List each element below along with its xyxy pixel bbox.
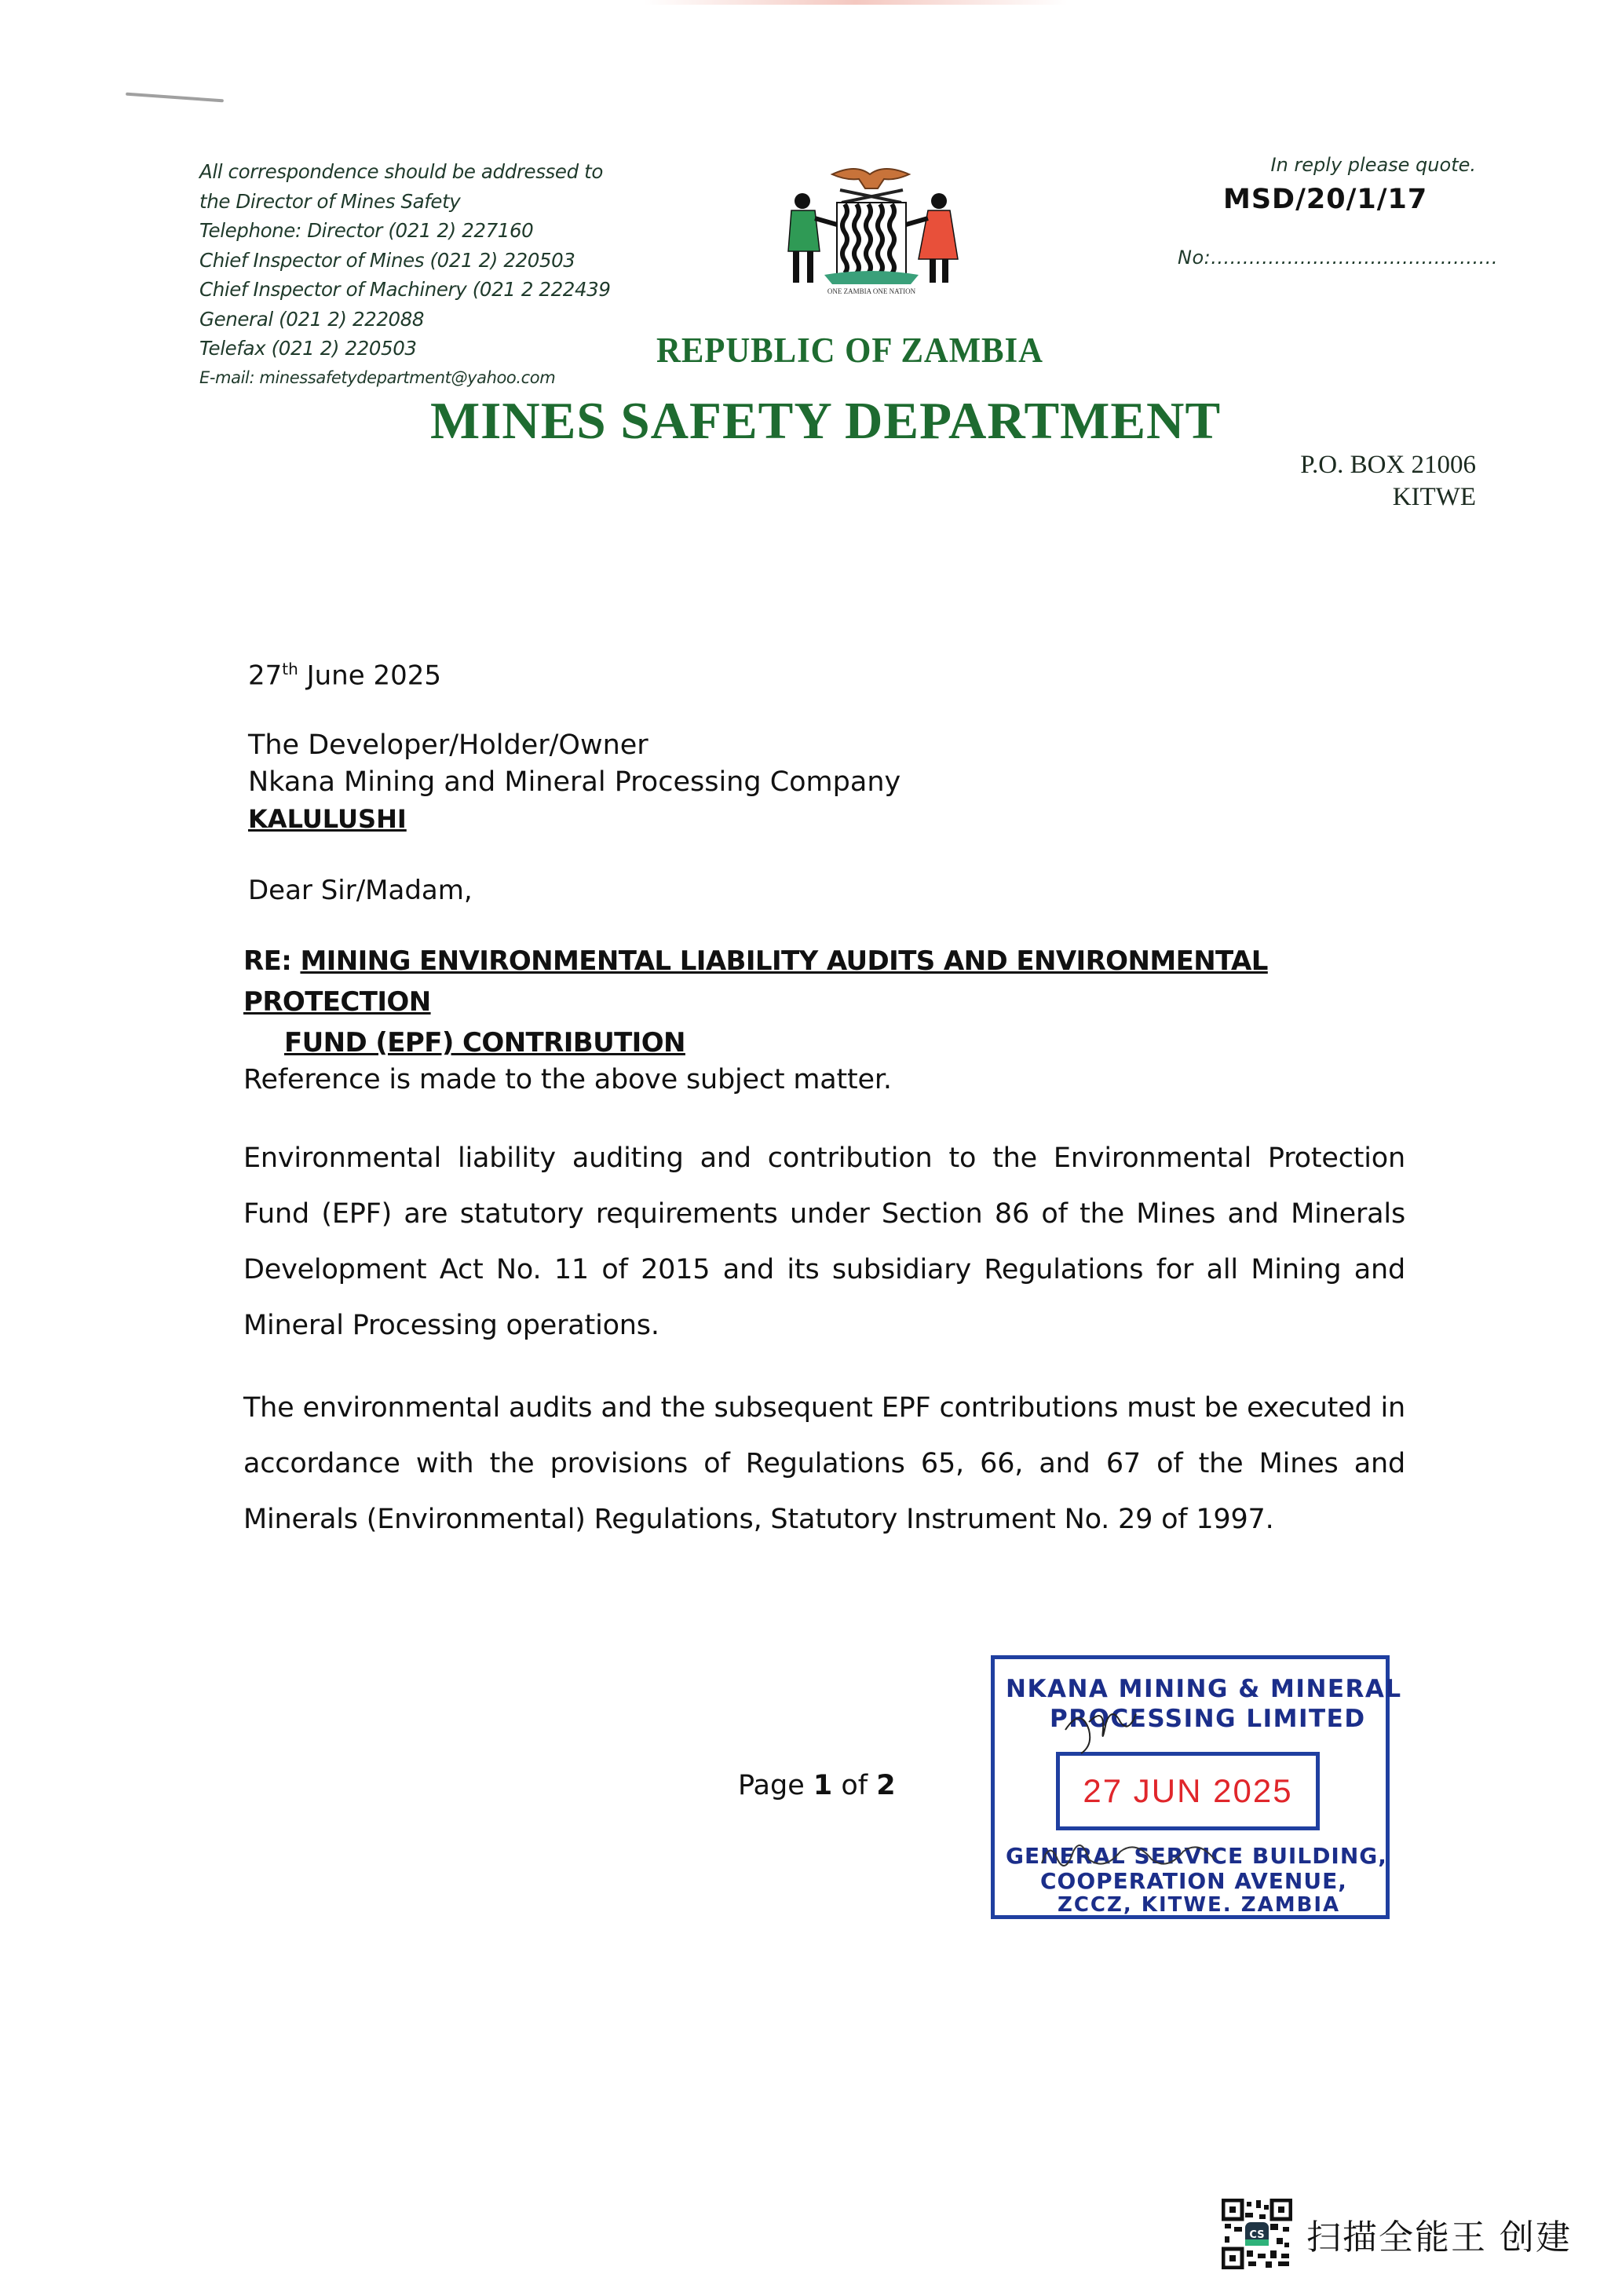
recipient-city: KALULUSHI [248, 804, 407, 834]
contact-line: the Director of Mines Safety [199, 189, 461, 213]
page-number [738, 1770, 896, 1801]
received-stamp [991, 1655, 1402, 1919]
scan-mark [126, 93, 224, 103]
paragraph: The environmental audits and the subsequent EPF contributions must be executed in accordance with the provisions of Regulations 65, 66, and 67 of the Mines and Minerals (Environmental) Regulations, Statutory Instrument No. 29 of 1997. [243, 1392, 1405, 1535]
subject-title-line1: MINING ENVIRONMENTAL LIABILITY AUDITS AND ENVIRONMENTAL PROTECTION [243, 945, 1268, 1018]
country-heading: REPUBLIC OF ZAMBIA [656, 331, 1043, 370]
stamp-company-line2: PROCESSING LIMITED [1050, 1705, 1366, 1733]
no-field: No:............................................. [1178, 247, 1499, 269]
contact-line: Telephone: Director (021 2) 227160 [199, 219, 534, 242]
subject-title-line2: FUND (EPF) CONTRIBUTION [284, 1027, 685, 1058]
recipient-line: The Developer/Holder/Owner [248, 729, 648, 761]
reference-number: MSD/20/1/17 [1223, 184, 1428, 215]
postal-address [1300, 449, 1476, 514]
paragraph: Environmental liability auditing and contribution to the Environmental Protection Fund (EPF) are statutory requirements under Section 86 of the Mines and Minerals Development Act No. 11 of 2015 and its subsidiary Regulations for all Mining and Mineral Processing operations. [243, 1143, 1405, 1341]
page-label: Page [738, 1770, 805, 1801]
reply-reference-block [1178, 154, 1499, 269]
stamp-date: 27 JUN 2025 [1083, 1772, 1293, 1809]
reply-label: In reply please quote. [1270, 154, 1476, 176]
correspondence-block [199, 157, 611, 393]
contact-email: E-mail: minessafetydepartment@yahoo.com [199, 367, 556, 387]
date-suffix: th [282, 660, 298, 678]
date-month-year: June 2025 [298, 660, 441, 692]
salutation: Dear Sir/Madam, [248, 875, 473, 906]
svg-text:CS: CS [1249, 2229, 1265, 2241]
contact-line: Chief Inspector of Mines (021 2) 220503 [199, 248, 575, 272]
subject-line [243, 941, 1405, 1063]
scanner-watermark [1222, 2199, 1572, 2269]
contact-line: Telefax (021 2) 220503 [199, 337, 417, 360]
department-heading: MINES SAFETY DEPARTMENT [430, 392, 1222, 450]
qr-code-icon [1222, 2199, 1292, 2269]
coat-of-arms-icon [777, 157, 966, 298]
watermark-text: 扫描全能王 创建 [1306, 2217, 1572, 2258]
contact-line: General (021 2) 222088 [199, 307, 425, 331]
scan-edge-artifact [644, 0, 1068, 5]
letter-date [248, 660, 441, 691]
page-current: 1 [813, 1770, 833, 1801]
recipient-company: Nkana Mining and Mineral Processing Company [248, 766, 901, 798]
page-total: 2 [876, 1770, 896, 1801]
subject-prefix: RE: [243, 945, 292, 977]
page-of: of [841, 1770, 868, 1801]
contact-line: Chief Inspector of Machinery (021 2 222439 [199, 278, 611, 301]
contact-line: All correspondence should be addressed to [199, 160, 603, 183]
stamp-address-line1: GENERAL SERVICE BUILDING, [1006, 1843, 1387, 1869]
stamp-date-box [1056, 1752, 1320, 1830]
stamp-company-line1: NKANA MINING & MINERAL [1006, 1675, 1402, 1703]
stamp-address-line3: ZCCZ, KITWE. ZAMBIA [1058, 1893, 1341, 1917]
svg-text:ONE ZAMBIA ONE NATION: ONE ZAMBIA ONE NATION [827, 287, 916, 295]
date-day: 27 [248, 660, 283, 692]
po-box: P.O. BOX 21006 [1300, 451, 1476, 479]
stamp-address-line2: COOPERATION AVENUE, [1040, 1868, 1347, 1894]
postal-city: KITWE [1392, 483, 1476, 511]
paragraph: Reference is made to the above subject matter. [243, 1064, 892, 1095]
recipient-address [248, 727, 901, 838]
